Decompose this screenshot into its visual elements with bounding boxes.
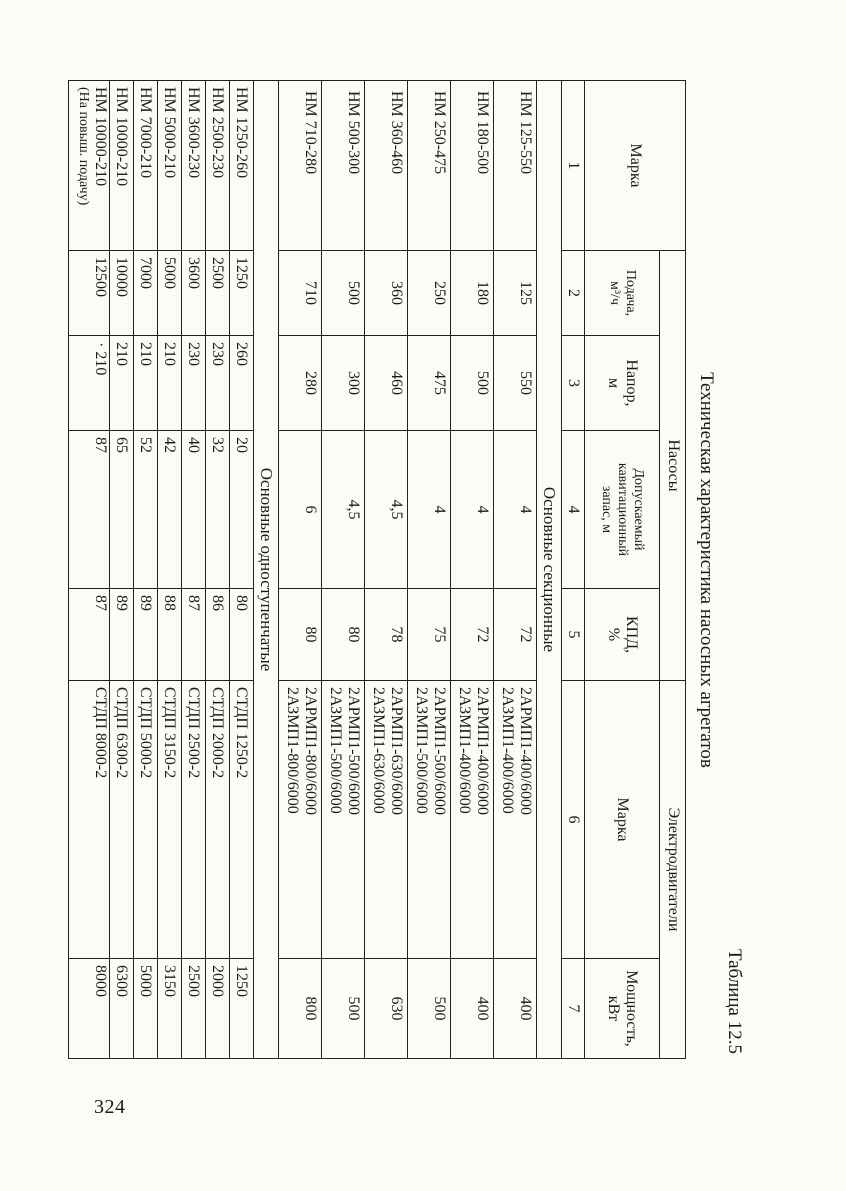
- motor-brand: СТДП 2500-2: [182, 681, 206, 959]
- power-value: 630: [365, 959, 408, 1059]
- motor-brand: 2АРМП1-500/6000 2АЗМП1-500/6000: [322, 681, 365, 959]
- flow-value: 125: [494, 251, 537, 336]
- head-value: 280: [279, 336, 322, 431]
- header-group-motors: Электродвигатели: [660, 681, 686, 1059]
- table-row: [408, 81, 451, 1059]
- power-value: 800: [279, 959, 322, 1059]
- pump-brand: НМ 500-300: [322, 81, 365, 251]
- head-value: 210: [110, 336, 134, 431]
- efficiency-value: 89: [110, 589, 134, 681]
- column-number: 7: [562, 959, 585, 1059]
- table-row: [279, 81, 322, 1059]
- npsh-value: 4,5: [365, 431, 408, 589]
- table-row: [110, 81, 134, 1059]
- table-row: [230, 81, 254, 1059]
- npsh-value: 4,5: [322, 431, 365, 589]
- column-number: 2: [562, 251, 585, 336]
- header-efficiency: КПД, %: [585, 589, 660, 681]
- section-title: Основные одноступенчатые: [254, 81, 279, 1059]
- pump-brand: НМ 125-550: [494, 81, 537, 251]
- column-number: 4: [562, 431, 585, 589]
- pump-brand: НМ 5000-210: [158, 81, 182, 251]
- power-value: 500: [322, 959, 365, 1059]
- flow-value: 3600: [182, 251, 206, 336]
- efficiency-value: 86: [206, 589, 230, 681]
- power-value: 400: [451, 959, 494, 1059]
- table-row: [182, 81, 206, 1059]
- efficiency-value: 72: [494, 589, 537, 681]
- power-value: 2000: [206, 959, 230, 1059]
- table-row: [322, 81, 365, 1059]
- flow-value: 250: [408, 251, 451, 336]
- efficiency-value: 80: [230, 589, 254, 681]
- table-row: [365, 81, 408, 1059]
- header-npsh: Допускаемый кавитационный запас, м: [585, 431, 660, 589]
- npsh-value: 20: [230, 431, 254, 589]
- table-label: Таблица 12.5: [724, 948, 745, 1054]
- pump-brand: НМ 360-460: [365, 81, 408, 251]
- pump-brand: НМ 180-500: [451, 81, 494, 251]
- header-motor-brand: Марка: [585, 681, 660, 959]
- pump-brand: НМ 710-280: [279, 81, 322, 251]
- motor-brand: 2АРМП1-500/6000 2АЗМП1-500/6000: [408, 681, 451, 959]
- section-header-sectional: [537, 81, 562, 1059]
- motor-brand: 2АРМП1-400/6000 2АЗМП1-400/6000: [451, 681, 494, 959]
- rotated-content: [76, 80, 747, 1060]
- npsh-value: 40: [182, 431, 206, 589]
- motor-brand: СТДП 1250-2: [230, 681, 254, 959]
- motor-brand: СТДП 6300-2: [110, 681, 134, 959]
- flow-value: 500: [322, 251, 365, 336]
- flow-value: 12500: [69, 251, 110, 336]
- page-number: 324: [94, 1096, 126, 1118]
- column-number: 1: [562, 81, 585, 251]
- power-value: 3150: [158, 959, 182, 1059]
- motor-brand: 2АРМП1-800/6000 2АЗМП1-800/6000: [279, 681, 322, 959]
- efficiency-value: 78: [365, 589, 408, 681]
- pump-specs-table: [68, 80, 686, 1059]
- power-value: 2500: [182, 959, 206, 1059]
- table-row: [69, 81, 110, 1059]
- motor-brand: 2АРМП1-630/6000 2АЗМП1-630/6000: [365, 681, 408, 959]
- flow-value: 180: [451, 251, 494, 336]
- pump-note: (На повыш. подачу): [76, 87, 91, 206]
- npsh-value: 6: [279, 431, 322, 589]
- pump-brand: НМ 10000-210: [110, 81, 134, 251]
- section-header-single-stage: [254, 81, 279, 1059]
- motor-brand: СТДП 8000-2: [69, 681, 110, 959]
- flow-value: 2500: [206, 251, 230, 336]
- motor-brand: 2АРМП1-400/6000 2АЗМП1-400/6000: [494, 681, 537, 959]
- flow-value: 1250: [230, 251, 254, 336]
- npsh-value: 4: [494, 431, 537, 589]
- motor-brand: СТДП 2000-2: [206, 681, 230, 959]
- npsh-value: 65: [110, 431, 134, 589]
- efficiency-value: 72: [451, 589, 494, 681]
- head-value: 210: [134, 336, 158, 431]
- npsh-value: 32: [206, 431, 230, 589]
- pump-brand: НМ 7000-210: [134, 81, 158, 251]
- power-value: 6300: [110, 959, 134, 1059]
- table-row: [206, 81, 230, 1059]
- flow-value: 10000: [110, 251, 134, 336]
- column-number: 5: [562, 589, 585, 681]
- pump-brand: НМ 3600-230: [182, 81, 206, 251]
- pump-brand: НМ 1250-260: [230, 81, 254, 251]
- motor-brand: СТДП 3150-2: [158, 681, 182, 959]
- power-value: 500: [408, 959, 451, 1059]
- pump-brand: НМ 2500-230: [206, 81, 230, 251]
- power-value: 400: [494, 959, 537, 1059]
- rotated-table-area: [76, 80, 747, 1060]
- table-row: [134, 81, 158, 1059]
- section-title: Основные секционные: [537, 81, 562, 1059]
- head-value: 230: [182, 336, 206, 431]
- column-numbers-row: [562, 81, 585, 1059]
- power-value: 1250: [230, 959, 254, 1059]
- header-head: Напор, м: [585, 336, 660, 431]
- head-value: 300: [322, 336, 365, 431]
- column-number: 6: [562, 681, 585, 959]
- head-value: 500: [451, 336, 494, 431]
- table-row: [494, 81, 537, 1059]
- power-value: 5000: [134, 959, 158, 1059]
- head-value: 550: [494, 336, 537, 431]
- head-value: · 210: [69, 336, 110, 431]
- header-group-pumps: Насосы: [660, 251, 686, 681]
- table-row: [158, 81, 182, 1059]
- npsh-value: 87: [69, 431, 110, 589]
- npsh-value: 4: [451, 431, 494, 589]
- pump-brand: НМ 10000-210 (На повыш. подачу): [69, 81, 110, 251]
- motor-brand: СТДП 5000-2: [134, 681, 158, 959]
- power-value: 8000: [69, 959, 110, 1059]
- efficiency-value: 89: [134, 589, 158, 681]
- npsh-value: 52: [134, 431, 158, 589]
- column-number: 3: [562, 336, 585, 431]
- table-title: Техническая характеристика насосных агрегатов: [696, 372, 717, 768]
- flow-value: 7000: [134, 251, 158, 336]
- efficiency-value: 75: [408, 589, 451, 681]
- flow-value: 360: [365, 251, 408, 336]
- head-value: 460: [365, 336, 408, 431]
- efficiency-value: 87: [69, 589, 110, 681]
- header-power: Мощность, кВт: [585, 959, 660, 1059]
- flow-value: 710: [279, 251, 322, 336]
- npsh-value: 42: [158, 431, 182, 589]
- flow-value: 5000: [158, 251, 182, 336]
- head-value: 210: [158, 336, 182, 431]
- npsh-value: 4: [408, 431, 451, 589]
- efficiency-value: 80: [322, 589, 365, 681]
- header-flow: Подача, м³/ч: [585, 251, 660, 336]
- head-value: 260: [230, 336, 254, 431]
- head-value: 475: [408, 336, 451, 431]
- efficiency-value: 80: [279, 589, 322, 681]
- efficiency-value: 87: [182, 589, 206, 681]
- table-row: [451, 81, 494, 1059]
- efficiency-value: 88: [158, 589, 182, 681]
- head-value: 230: [206, 336, 230, 431]
- pump-brand: НМ 250-475: [408, 81, 451, 251]
- header-brand: Марка: [585, 81, 686, 251]
